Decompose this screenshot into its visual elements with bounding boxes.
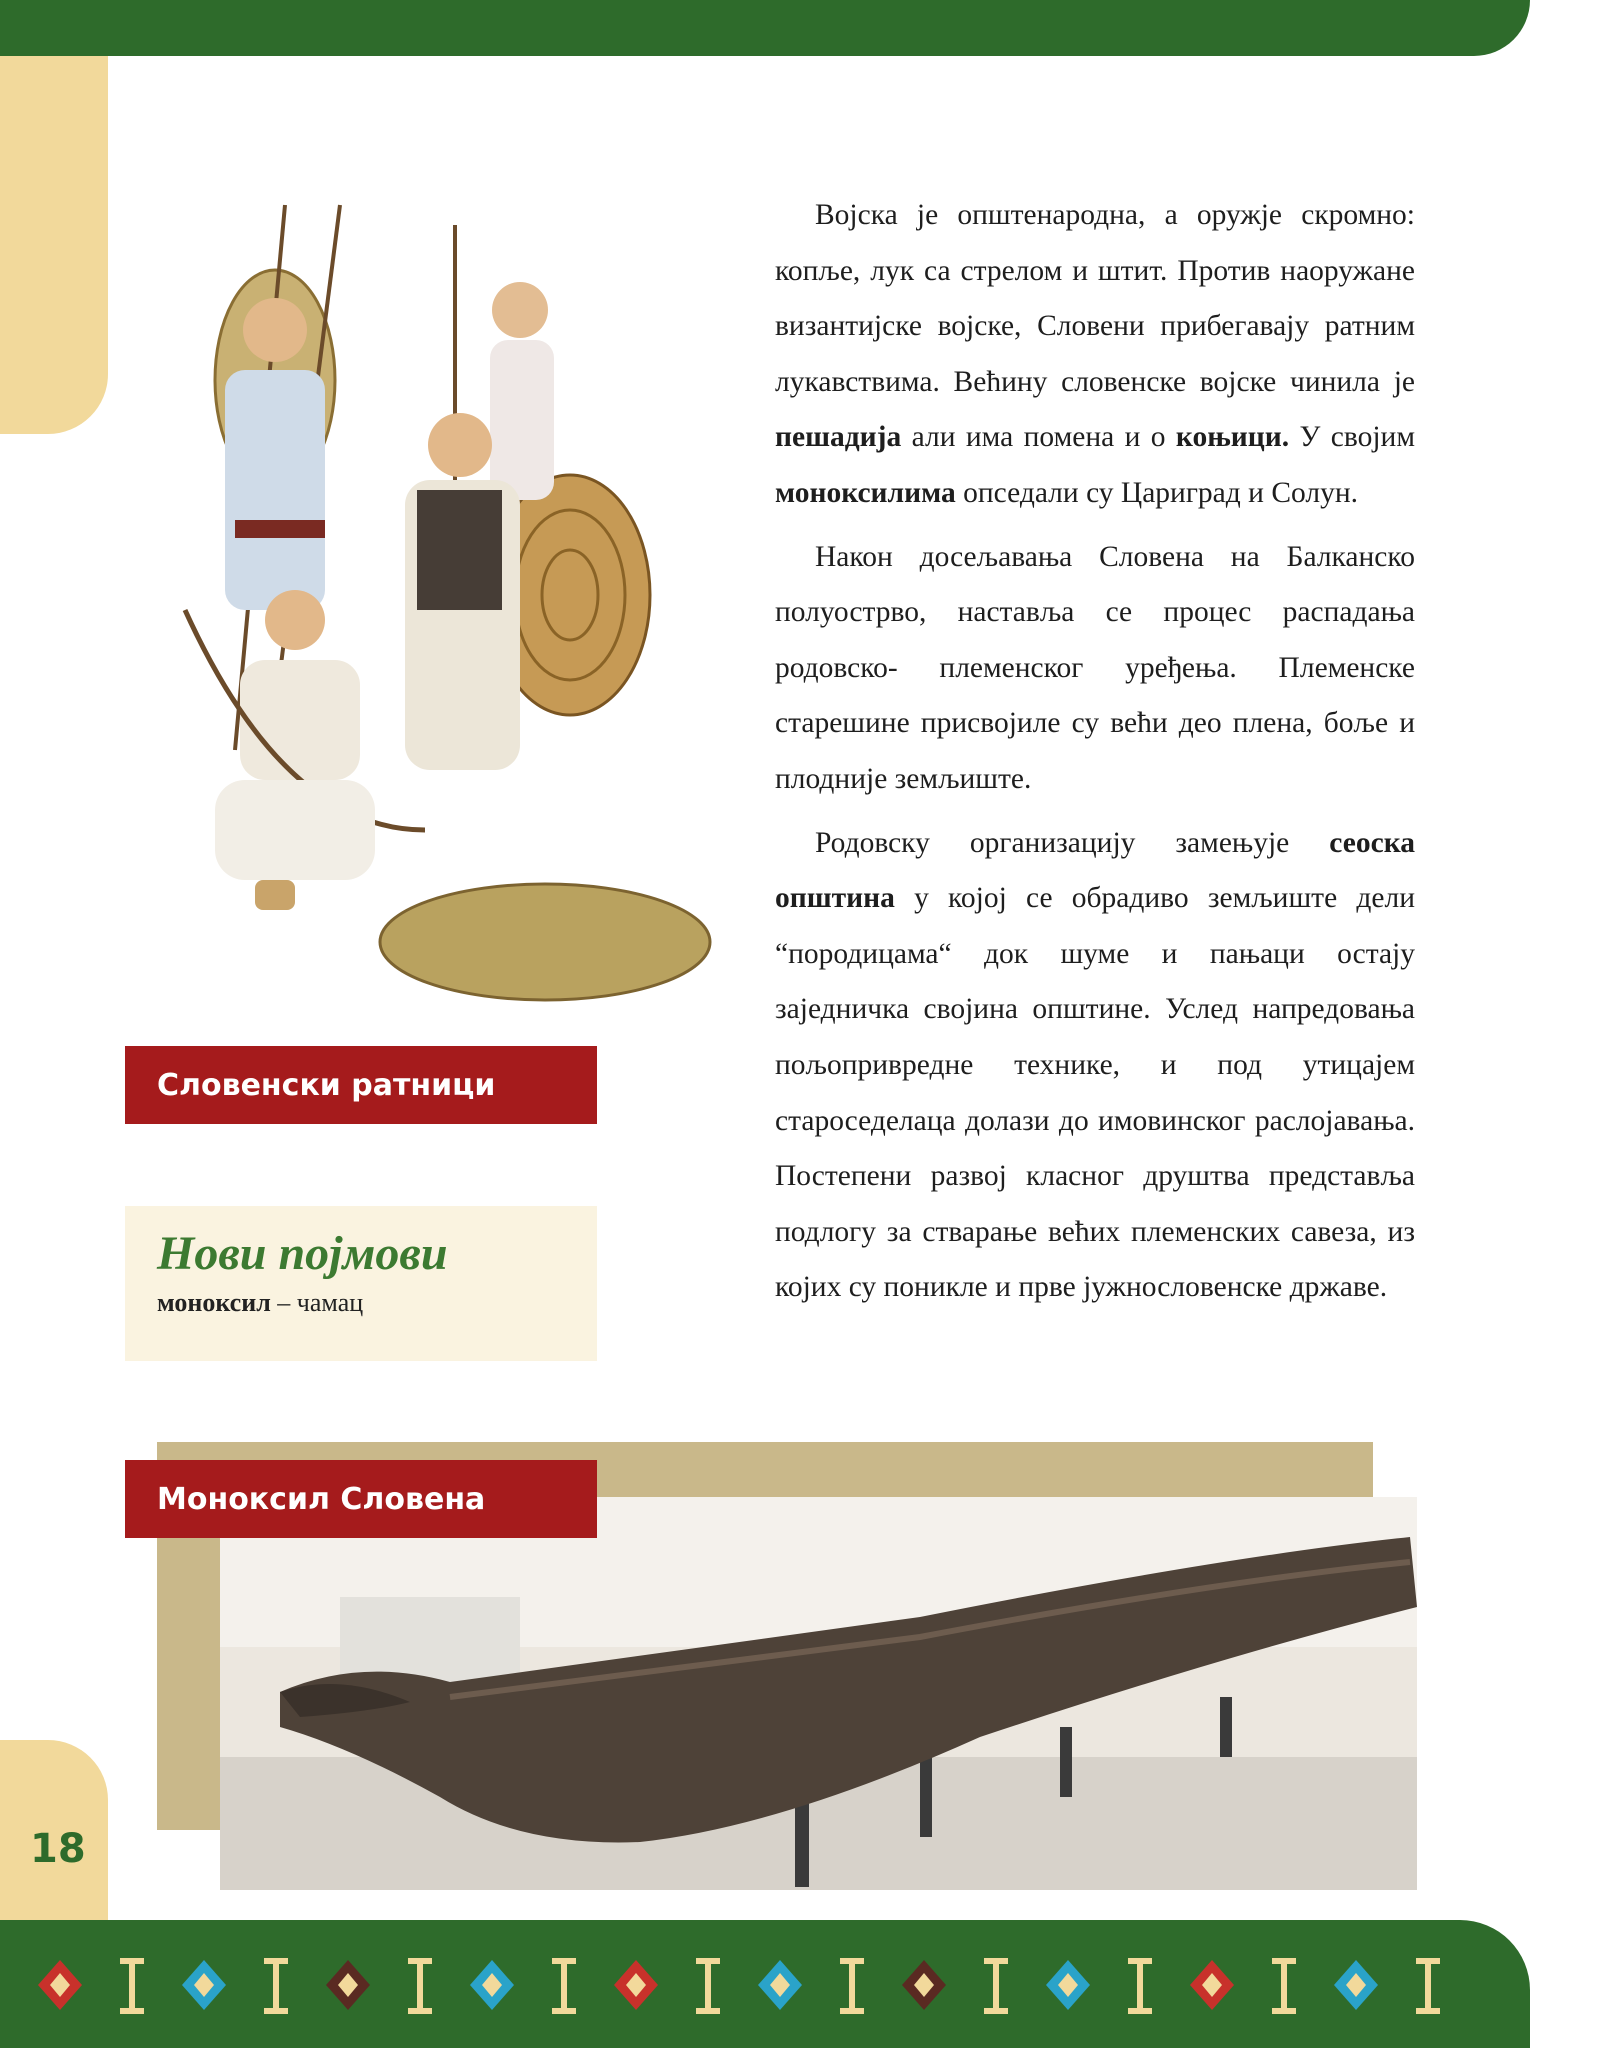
term-separator: – (270, 1288, 297, 1317)
post-motif (552, 1958, 576, 2014)
diamond-motif (1190, 1960, 1234, 2010)
post-motif (264, 1958, 288, 2014)
warriors-illustration (165, 190, 720, 1020)
warriors-caption: Словенски ратници (125, 1046, 597, 1124)
post-motif (1416, 1958, 1440, 2014)
diamond-motif (614, 1960, 658, 2010)
diamond-motif (182, 1960, 226, 2010)
diamond-motif (326, 1960, 370, 2010)
text-run: Након досељавања Словена на Балканско полуострво, наставља се процес распадања родовско- племенског уређења. Племенске старешине присвојиле су већи део плена, боље и плодније земљиште. (775, 540, 1415, 795)
term-definition (157, 1288, 565, 1318)
text-run: у којој се обрадиво земљиште дели “породицама“ док шуме и пањаци остају заједничка својина општине. Услед напредовања пољопривредне технике, и под утицајем староседелаца долази до имовинског раслојавања. Постепени развој класног друштва представља подлогу за стварање већих племенских савеза, из којих су поникле и прве јужнословенске државе. (775, 882, 1415, 1304)
new-terms-box (125, 1206, 597, 1361)
main-text (775, 188, 1415, 1324)
diamond-motif (902, 1960, 946, 2010)
post-motif (408, 1958, 432, 2014)
diamond-motif (38, 1960, 82, 2010)
term-meaning: чамац (296, 1288, 364, 1317)
text-run: У својим (1289, 421, 1415, 454)
folk-pattern-border (30, 1940, 1500, 2030)
bold-term: моноксилима (775, 476, 956, 509)
post-motif (1128, 1958, 1152, 2014)
new-terms-title: Нови појмови (157, 1227, 448, 1280)
bold-term: пешадија (775, 421, 902, 454)
bold-term: сеоска општина (775, 826, 1415, 915)
post-motif (1272, 1958, 1296, 2014)
text-run: Војска је општенародна, а оружје скромно: копље, лук са стрелом и штит. Против наоружане византијске војске, Словени прибегавају ратним лукавствима. Већину словенске војске чинила је (775, 199, 1415, 398)
paragraph (775, 816, 1415, 1316)
diamond-motif (1334, 1960, 1378, 2010)
text-run: опседали су Цариград и Солун. (955, 476, 1358, 509)
diamond-motif (758, 1960, 802, 2010)
page-number: 18 (30, 1826, 86, 1872)
paragraph (775, 188, 1415, 522)
bold-term: коњици. (1175, 421, 1290, 454)
post-motif (984, 1958, 1008, 2014)
text-run: али има помена и о (901, 421, 1176, 454)
term-word: моноксил (157, 1288, 271, 1317)
text-run: Родовску организацију замењује (815, 826, 1330, 859)
post-motif (696, 1958, 720, 2014)
paragraph (775, 530, 1415, 808)
post-motif (840, 1958, 864, 2014)
diamond-motif (470, 1960, 514, 2010)
boat-photo (220, 1497, 1417, 1890)
diamond-motif (1046, 1960, 1090, 2010)
side-tab-top (0, 56, 108, 434)
top-band (0, 0, 1530, 56)
boat-caption: Моноксил Словена (125, 1460, 597, 1538)
post-motif (120, 1958, 144, 2014)
